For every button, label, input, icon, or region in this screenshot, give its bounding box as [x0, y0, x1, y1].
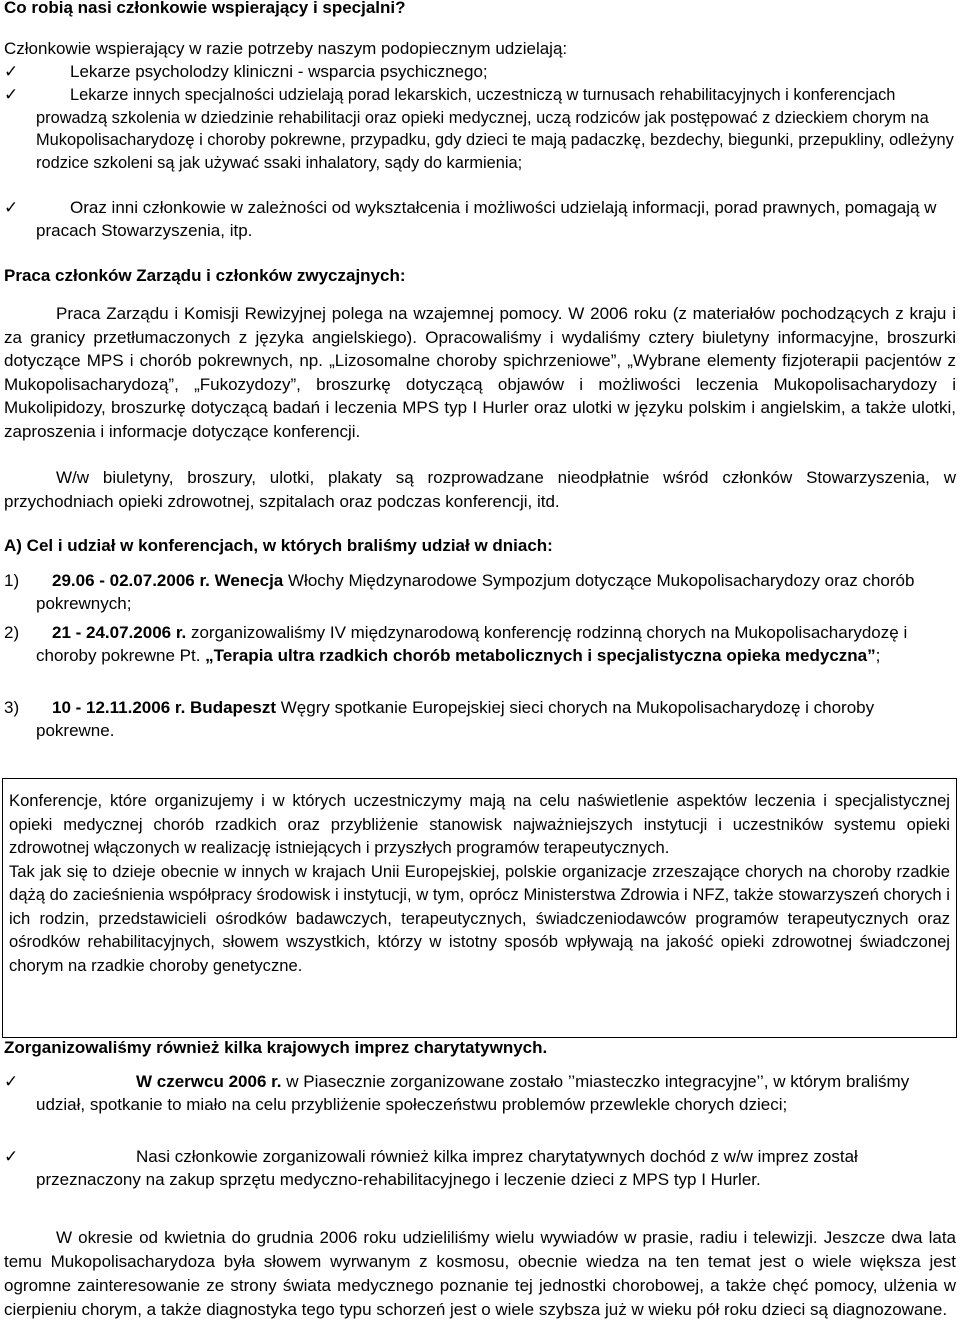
paragraph: Tak jak się to dzieje obecnie w innych w krajach Unii Europejskiej, polskie organizacje zrzeszające chorych na choroby rzadkie dążą do zacieśnienia współpracy środowisk i instytucji, w tym, oprócz Ministerstwa Zdrowia i NFZ, także stowarzyszeń chorych i ich rodzin, przedstawicieli ośrodków badawczych, terapeutycznych, świadczeniodawców programów terapeutycznych oraz ośrodków rehabilitacyjnych, słowem wszystkich, którzy w istotny sposób wpływają na jakość opieki zdrowotnej świadczonej chorym na rzadkie choroby genetyczne.: [9, 861, 950, 975]
check-icon: ✓: [4, 62, 19, 82]
section-heading: Praca członków Zarządu i członków zwyczajnych:: [4, 266, 406, 285]
conference-text: Węgry spotkanie Europejskiej sieci chorych na Mukopolisacharydozę i choroby pokrewne.: [36, 698, 875, 740]
charity-date: W czerwcu 2006 r.: [136, 1072, 282, 1091]
paragraph: Praca Zarządu i Komisji Rewizyjnej polega na wzajemnej pomocy. W 2006 roku (z materiałów pochodzących z kraju i za granicy przetłumaczonych z języka angielskiego). Opracowaliśmy i wydaliśmy cztery biuletyny informacyjne, broszurki dotyczące MPS i chorób pokrewnych, np. „Lizosomalne choroby spichrzeniowe”, „Wybrane elementy fizjoterapii pacjentów z Mukopolisacharydozą”, „Fukozydozy”, broszurkę dotyczącą objawów i możliwości leczenia Mukopolisacharydozy i Mukolipidozy, broszurkę dotyczącą badań i leczenia MPS typ I Hurler oraz ulotki w języku polskim i angielskim, a także ulotki, zaproszenia i informacje dotyczące konferencji.: [4, 304, 956, 441]
paragraph: Konferencje, które organizujemy i w których uczestniczymy mają na celu naświetlenie aspektów leczenia i specjalistycznej opieki medycznej chorób rzadkich oraz przybliżenie stanowisk najważniejszych instytucji i uczestników systemu opieki zdrowotnej włączonych w realizację istniejących i przyszłych programów terapeutycznych.: [9, 791, 950, 857]
info-box: [2, 778, 957, 1038]
charity-item: [36, 1071, 956, 1116]
conference-date: 10 - 12.11.2006 r.: [52, 698, 186, 717]
intro-text: Członkowie wspierający w razie potrzeby naszym podopiecznym udzielają:: [4, 39, 568, 58]
charity-item: [36, 1146, 956, 1191]
conference-item: [36, 697, 950, 742]
conference-place: Budapeszt: [190, 698, 276, 717]
conference-title: „Terapia ultra rzadkich chorób metabolicznych i specjalistyczna opieka medyczna”: [205, 645, 876, 665]
list-item: Oraz inni członkowie w zależności od wykształcenia i możliwości udzielają informacji, porad prawnych, pomagają w pracach Stowarzyszenia, itp.: [36, 198, 937, 240]
check-icon: ✓: [4, 85, 19, 105]
charity-text: Nasi członkowie zorganizowali również kilka imprez charytatywnych dochód z w/w imprez został przeznaczony na zakup sprzętu medyczno-rehabilitacyjnego i leczenie dzieci z MPS typ I Hurler.: [36, 1147, 858, 1189]
charity-text: w Piasecznie zorganizowane zostało ’’miasteczko integracyjne’’, w którym braliśmy udział, spotkanie to miało na celu przybliżenie społeczeństwu problemów przewlekle chorych dzieci;: [36, 1072, 910, 1114]
page-title: Co robią nasi członkowie wspierający i specjalni?: [4, 0, 406, 17]
check-icon: ✓: [4, 198, 19, 218]
conference-text: Włochy Międzynarodowe Sympozjum dotyczące Mukopolisacharydozy oraz chorób pokrewnych;: [36, 571, 915, 613]
conference-item: [36, 570, 950, 615]
conference-item: [36, 622, 950, 667]
check-icon: ✓: [4, 1072, 19, 1092]
section-heading: Zorganizowaliśmy również kilka krajowych imprez charytatywnych.: [4, 1038, 548, 1057]
list-item: Lekarze psycholodzy kliniczni - wsparcia psychicznego;: [70, 62, 488, 81]
list-number: 1): [4, 571, 20, 590]
paragraph: W/w biuletyny, broszury, ulotki, plakaty są rozprowadzane nieodpłatnie wśród członków Stowarzyszenia, w przychodniach opieki zdrowotnej, szpitalach oraz podczas konferencji, itd.: [4, 468, 956, 511]
conference-date: 29.06 - 02.07.2006 r.: [52, 571, 210, 590]
list-number: 3): [4, 698, 20, 717]
list-item: Lekarze innych specjalności udzielają porad lekarskich, uczestniczą w turnusach rehabilitacyjnych i konferencjach prowadzą szkolenia w dziedzinie rehabilitacji oraz opieki medycznej, uczą rodziców jak postępować z dzieckiem chorym na Mukopolisacharydozę i choroby pokrewne, przypadku, gdy dzieci te mają padaczkę, bezdechy, biegunki, przepukliny, odleżyny rodzice szkoleni są jak używać ssaki inhalatory, sądy do karmienia;: [36, 86, 954, 172]
conference-place: Wenecja: [214, 571, 284, 590]
check-icon: ✓: [4, 1147, 19, 1167]
list-number: 2): [4, 623, 20, 642]
conference-date: 21 - 24.07.2006 r.: [52, 623, 187, 642]
conference-text: zorganizowaliśmy IV międzynarodową konferencję rodzinną chorych na Mukopolisacharydozę i choroby pokrewne Pt.: [36, 623, 908, 665]
conference-text-end: ;: [875, 645, 881, 665]
section-heading: A) Cel i udział w konferencjach, w których braliśmy udział w dniach:: [4, 536, 553, 555]
paragraph: W okresie od kwietnia do grudnia 2006 roku udzieliliśmy wielu wywiadów w prasie, radiu i telewizji. Jeszcze dwa lata temu Mukopolisacharydoza była słowem wyrwanym z kosmosu, obecnie wiedza na ten temat jest o wiele większa jest ogromne zainteresowanie ze strony świata medycznego poznanie tej jednostki chorobowej, a także chęć pomocy, ulżenia w cierpieniu chorym, a także diagnostyka tego typu schorzeń jest o wiele szybsza już w wieku pół roku dzieci są diagnozowane.: [4, 1228, 956, 1319]
